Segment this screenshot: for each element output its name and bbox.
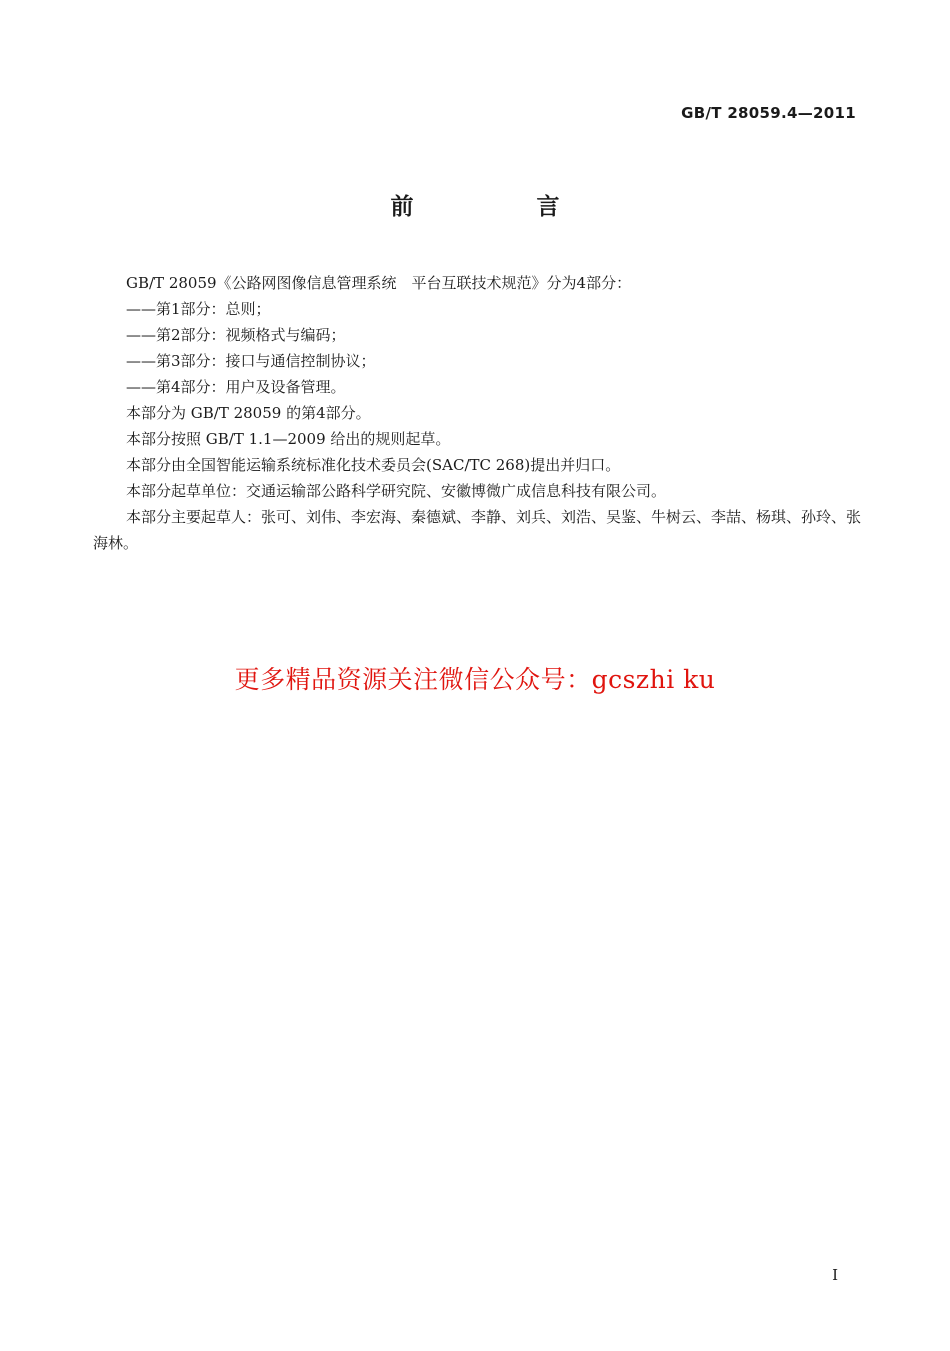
paragraph-drafting-rules: 本部分按照 GB/T 1.1—2009 给出的规则起草。: [126, 430, 451, 448]
foreword-body: [93, 270, 873, 556]
paragraph-drafters: 本部分主要起草人：张可、刘伟、李宏海、秦德斌、李静、刘兵、刘浩、吴鉴、牛树云、李喆、杨琪、孙玲、张海林。: [93, 508, 862, 552]
list-item-part-3: ——第3部分：接口与通信控制协议；: [126, 352, 376, 370]
intro-paragraph: GB/T 28059《公路网图像信息管理系统 平台互联技术规范》分为4部分：: [126, 274, 632, 292]
standard-number: GB/T 28059.4—2011: [681, 104, 856, 122]
promo-watermark-text: 更多精品资源关注微信公众号：gcszhi ku: [234, 665, 716, 694]
page-number: I: [832, 1266, 838, 1284]
page-title: 前 言: [390, 194, 610, 220]
paragraph-proposer: 本部分由全国智能运输系统标准化技术委员会(SAC/TC 268)提出并归口。: [126, 456, 621, 474]
paragraph-drafting-units: 本部分起草单位：交通运输部公路科学研究院、安徽博微广成信息科技有限公司。: [126, 482, 667, 500]
paragraph-part-statement: 本部分为 GB/T 28059 的第4部分。: [126, 404, 371, 422]
list-item-part-4: ——第4部分：用户及设备管理。: [126, 378, 346, 396]
list-item-part-1: ——第1部分：总则；: [126, 300, 271, 318]
list-item-part-2: ——第2部分：视频格式与编码；: [126, 326, 346, 344]
